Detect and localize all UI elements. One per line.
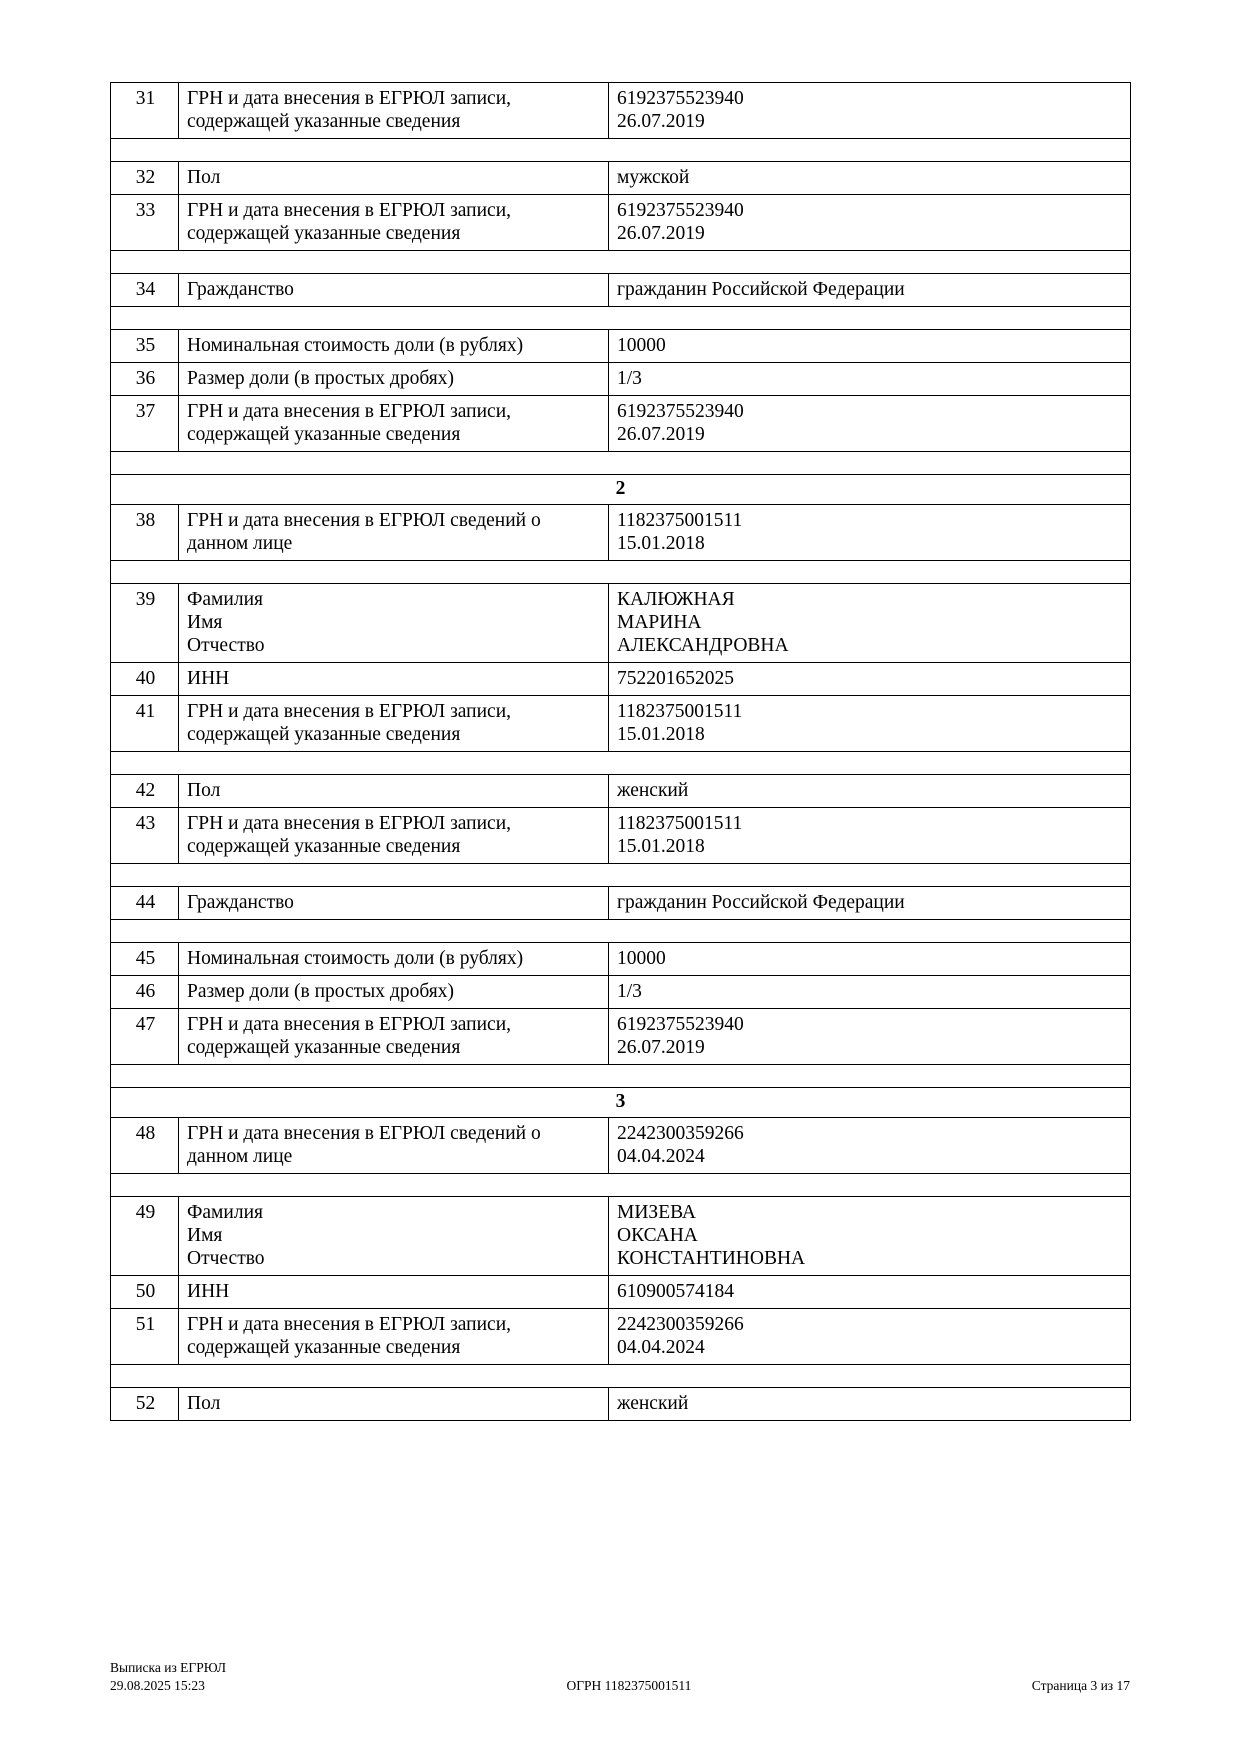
row-number: 38	[111, 505, 179, 561]
table-row	[111, 83, 1131, 139]
row-label-line: Номинальная стоимость доли (в рублях)	[187, 335, 524, 356]
row-value-line: 752201652025	[617, 668, 734, 689]
row-label-line: ИНН	[187, 668, 230, 689]
row-number: 42	[111, 775, 179, 808]
row-value	[609, 274, 1131, 307]
row-label-line: Размер доли (в простых дробях)	[187, 981, 454, 1002]
row-value-line: гражданин Российской Федерации	[617, 279, 905, 300]
row-value	[609, 976, 1131, 1009]
row-value-line: МАРИНА	[617, 612, 702, 633]
row-label	[179, 775, 609, 808]
row-label-line: Номинальная стоимость доли (в рублях)	[187, 948, 524, 969]
row-label-line: содержащей указанные сведения	[187, 1037, 461, 1058]
table-row	[111, 663, 1131, 696]
row-value-line: МИЗЕВА	[617, 1202, 696, 1223]
row-value-line: 15.01.2018	[617, 533, 705, 554]
row-number: 45	[111, 943, 179, 976]
row-value-line: гражданин Российской Федерации	[617, 892, 905, 913]
row-label	[179, 976, 609, 1009]
row-label-line: содержащей указанные сведения	[187, 836, 461, 857]
row-number: 52	[111, 1388, 179, 1421]
row-label	[179, 1197, 609, 1276]
row-value-line: 04.04.2024	[617, 1337, 705, 1358]
row-value-line: АЛЕКСАНДРОВНА	[617, 635, 789, 656]
footer-title: Выписка из ЕГРЮЛ	[110, 1659, 227, 1675]
table-row	[111, 195, 1131, 251]
row-number: 46	[111, 976, 179, 1009]
row-label	[179, 663, 609, 696]
row-label-line: ГРН и дата внесения в ЕГРЮЛ записи,	[187, 1314, 512, 1335]
row-label-line: ГРН и дата внесения в ЕГРЮЛ записи,	[187, 401, 512, 422]
table-spacer-row	[111, 1365, 1131, 1388]
row-number: 33	[111, 195, 179, 251]
footer-page-number: Страница 3 из 17	[1031, 1677, 1130, 1693]
row-label-line: ИНН	[187, 1281, 230, 1302]
row-number: 50	[111, 1276, 179, 1309]
row-value-line: 26.07.2019	[617, 111, 705, 132]
row-label	[179, 83, 609, 139]
row-value	[609, 663, 1131, 696]
row-label-line: ГРН и дата внесения в ЕГРЮЛ записи,	[187, 813, 512, 834]
table-spacer-row	[111, 920, 1131, 943]
row-label	[179, 363, 609, 396]
row-value-line: 2242300359266	[617, 1123, 744, 1144]
row-number: 37	[111, 396, 179, 452]
table-row	[111, 696, 1131, 752]
row-label	[179, 1388, 609, 1421]
row-value-line: КАЛЮЖНАЯ	[617, 589, 735, 610]
row-value	[609, 584, 1131, 663]
table-row	[111, 1009, 1131, 1065]
spacer-cell	[111, 1174, 1131, 1197]
spacer-cell	[111, 139, 1131, 162]
spacer-cell	[111, 307, 1131, 330]
row-label-line: ГРН и дата внесения в ЕГРЮЛ записи,	[187, 200, 512, 221]
page-footer	[110, 1659, 1130, 1695]
row-label-line: Отчество	[187, 1248, 265, 1269]
row-number: 34	[111, 274, 179, 307]
row-number: 49	[111, 1197, 179, 1276]
row-number: 40	[111, 663, 179, 696]
row-label	[179, 943, 609, 976]
row-value-line: женский	[617, 1393, 689, 1414]
row-value	[609, 195, 1131, 251]
row-value-line: 1/3	[617, 368, 642, 389]
row-value	[609, 1309, 1131, 1365]
table-spacer-row	[111, 1174, 1131, 1197]
row-label-line: содержащей указанные сведения	[187, 1337, 461, 1358]
row-label-line: содержащей указанные сведения	[187, 111, 461, 132]
row-label	[179, 330, 609, 363]
table-row	[111, 330, 1131, 363]
row-value-line: 04.04.2024	[617, 1146, 705, 1167]
row-value-line: 610900574184	[617, 1281, 734, 1302]
spacer-cell	[111, 452, 1131, 475]
row-value	[609, 1197, 1131, 1276]
row-label-line: Имя	[187, 1225, 223, 1246]
spacer-cell	[111, 561, 1131, 584]
row-value	[609, 887, 1131, 920]
row-label-line: данном лице	[187, 533, 293, 554]
row-label-line: Размер доли (в простых дробях)	[187, 368, 454, 389]
row-value	[609, 162, 1131, 195]
row-label-line: данном лице	[187, 1146, 293, 1167]
row-value	[609, 1276, 1131, 1309]
row-value	[609, 808, 1131, 864]
row-label-line: Отчество	[187, 635, 265, 656]
row-label-line: Фамилия	[187, 1202, 263, 1223]
row-number: 31	[111, 83, 179, 139]
table-row	[111, 162, 1131, 195]
row-label-line: Фамилия	[187, 589, 263, 610]
row-value-line: 15.01.2018	[617, 724, 705, 745]
row-label	[179, 162, 609, 195]
row-label-line: содержащей указанные сведения	[187, 424, 461, 445]
row-label-line: содержащей указанные сведения	[187, 724, 461, 745]
row-number: 32	[111, 162, 179, 195]
spacer-cell	[111, 920, 1131, 943]
row-number: 39	[111, 584, 179, 663]
row-label	[179, 1118, 609, 1174]
row-value-line: 1182375001511	[617, 813, 743, 834]
table-row	[111, 1388, 1131, 1421]
row-value-line: 2242300359266	[617, 1314, 744, 1335]
table-row	[111, 363, 1131, 396]
table-row	[111, 775, 1131, 808]
table-row	[111, 887, 1131, 920]
table-spacer-row	[111, 307, 1131, 330]
row-number: 41	[111, 696, 179, 752]
row-label-line: содержащей указанные сведения	[187, 223, 461, 244]
row-number: 35	[111, 330, 179, 363]
row-label-line: Пол	[187, 167, 221, 188]
row-value	[609, 1118, 1131, 1174]
row-value-line: мужской	[617, 167, 690, 188]
row-label-line: Имя	[187, 612, 223, 633]
row-label-line: ГРН и дата внесения в ЕГРЮЛ сведений о	[187, 1123, 541, 1144]
spacer-cell	[111, 752, 1131, 775]
row-number: 48	[111, 1118, 179, 1174]
row-label	[179, 396, 609, 452]
row-number: 47	[111, 1009, 179, 1065]
spacer-cell	[111, 864, 1131, 887]
row-label	[179, 274, 609, 307]
row-label	[179, 505, 609, 561]
row-value-line: 6192375523940	[617, 88, 744, 109]
table-spacer-row	[111, 452, 1131, 475]
row-value-line: 1182375001511	[617, 701, 743, 722]
table-spacer-row	[111, 139, 1131, 162]
row-label	[179, 1309, 609, 1365]
row-label-line: ГРН и дата внесения в ЕГРЮЛ записи,	[187, 1014, 512, 1035]
row-label	[179, 696, 609, 752]
table-spacer-row	[111, 864, 1131, 887]
row-value-line: 6192375523940	[617, 1014, 744, 1035]
row-value-line: 26.07.2019	[617, 424, 705, 445]
row-number: 44	[111, 887, 179, 920]
table-row	[111, 808, 1131, 864]
row-value-line: 6192375523940	[617, 401, 744, 422]
spacer-cell	[111, 1365, 1131, 1388]
group-title: 3	[111, 1088, 1131, 1118]
table-spacer-row	[111, 752, 1131, 775]
row-number: 43	[111, 808, 179, 864]
row-value-line: 26.07.2019	[617, 223, 705, 244]
row-value	[609, 396, 1131, 452]
footer-ogrn: ОГРН 1182375001511	[566, 1677, 692, 1693]
egrul-table	[110, 82, 1131, 1421]
row-value	[609, 1388, 1131, 1421]
table-row	[111, 584, 1131, 663]
row-label	[179, 584, 609, 663]
table-row	[111, 1118, 1131, 1174]
row-label-line: ГРН и дата внесения в ЕГРЮЛ записи,	[187, 701, 512, 722]
row-value-line: 6192375523940	[617, 200, 744, 221]
row-value-line: 15.01.2018	[617, 836, 705, 857]
row-label	[179, 1009, 609, 1065]
row-value	[609, 363, 1131, 396]
row-value	[609, 505, 1131, 561]
row-value-line: ОКСАНА	[617, 1225, 698, 1246]
table-group-header-row	[111, 1088, 1131, 1118]
row-label	[179, 887, 609, 920]
table-group-header-row	[111, 475, 1131, 505]
row-value-line: 10000	[617, 335, 666, 356]
row-number: 51	[111, 1309, 179, 1365]
row-value	[609, 775, 1131, 808]
table-spacer-row	[111, 1065, 1131, 1088]
row-label-line: Гражданство	[187, 892, 294, 913]
row-label	[179, 808, 609, 864]
row-value	[609, 83, 1131, 139]
table-row	[111, 274, 1131, 307]
footer-datetime: 29.08.2025 15:23	[110, 1677, 205, 1693]
table-row	[111, 396, 1131, 452]
row-label-line: ГРН и дата внесения в ЕГРЮЛ записи,	[187, 88, 512, 109]
row-value-line: женский	[617, 780, 689, 801]
table-spacer-row	[111, 251, 1131, 274]
spacer-cell	[111, 251, 1131, 274]
row-label-line: Гражданство	[187, 279, 294, 300]
group-title: 2	[111, 475, 1131, 505]
table-row	[111, 976, 1131, 1009]
row-value-line: КОНСТАНТИНОВНА	[617, 1248, 806, 1269]
table-row	[111, 505, 1131, 561]
row-label	[179, 1276, 609, 1309]
row-value	[609, 330, 1131, 363]
row-number: 36	[111, 363, 179, 396]
table-row	[111, 1197, 1131, 1276]
table-row	[111, 1276, 1131, 1309]
row-value-line: 26.07.2019	[617, 1037, 705, 1058]
row-label	[179, 195, 609, 251]
row-label-line: Пол	[187, 1393, 221, 1414]
table-row	[111, 1309, 1131, 1365]
row-value-line: 1182375001511	[617, 510, 743, 531]
table-spacer-row	[111, 561, 1131, 584]
table-row	[111, 943, 1131, 976]
row-value-line: 1/3	[617, 981, 642, 1002]
row-label-line: Пол	[187, 780, 221, 801]
row-value	[609, 1009, 1131, 1065]
row-label-line: ГРН и дата внесения в ЕГРЮЛ сведений о	[187, 510, 541, 531]
row-value	[609, 696, 1131, 752]
row-value-line: 10000	[617, 948, 666, 969]
row-value	[609, 943, 1131, 976]
spacer-cell	[111, 1065, 1131, 1088]
